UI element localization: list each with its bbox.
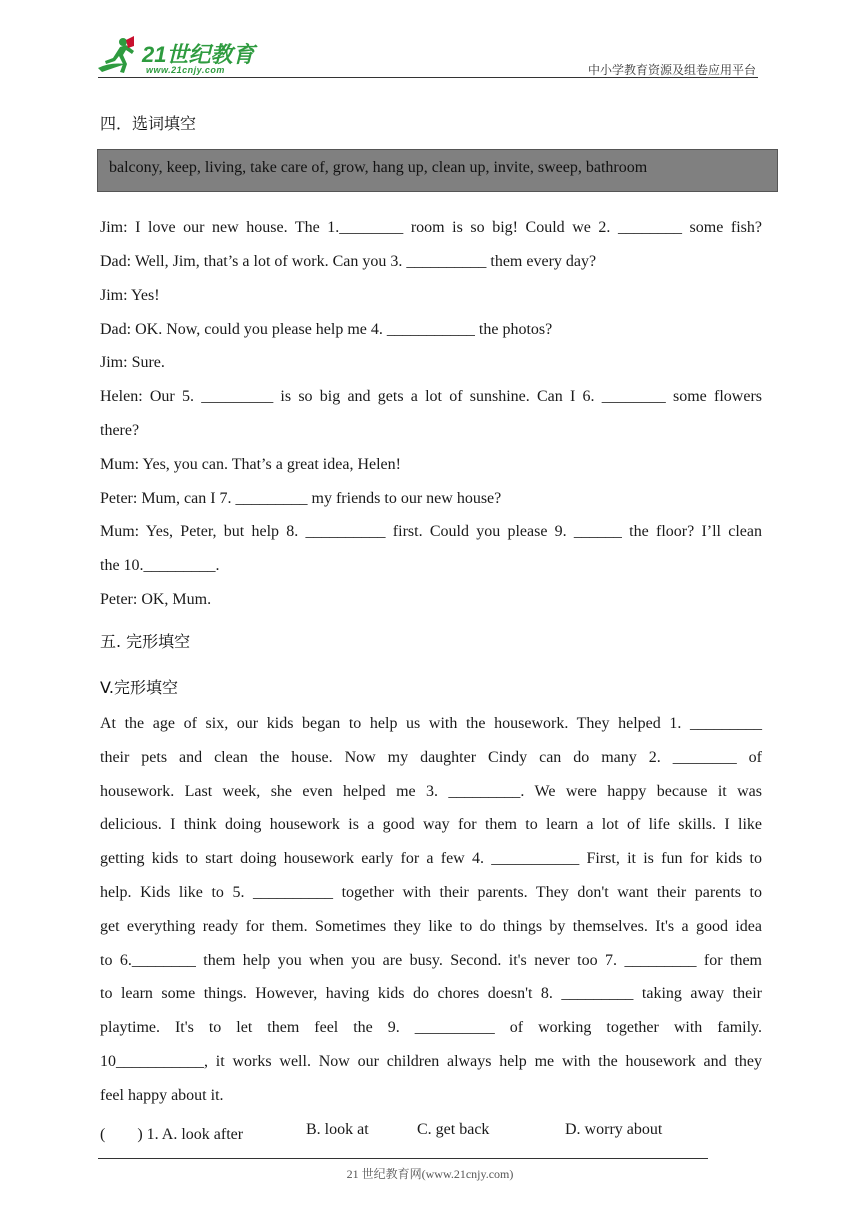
footer-divider xyxy=(98,1158,708,1159)
logo-text: 21世纪教育 xyxy=(142,42,255,67)
section-4-title: 四．选词填空 xyxy=(100,114,197,133)
dialogue-line: Mum: Yes, Peter, but help 8. __________ first. Could you please 9. ______ the floor? I’ll clean xyxy=(100,523,762,540)
passage-line: playtime. It's to let them feel the 9. __________ of working together with family. xyxy=(100,1019,762,1036)
option-b: B. look at xyxy=(306,1121,369,1138)
dialogue-line: Peter: OK, Mum. xyxy=(100,591,212,608)
dialogue-line: there? xyxy=(100,422,140,439)
word-bank-text: balcony, keep, living, take care of, grow, hang up, clean up, invite, sweep, bathroom xyxy=(109,159,648,176)
passage-line: to 6.________ them help you when you are busy. Second. it's never too 7. _________ for them xyxy=(100,952,762,969)
dialogue-line: Jim: I love our new house. The 1.________ room is so big! Could we 2. ________ some fish? xyxy=(100,219,762,236)
footer-text: 21 世纪教育网(www.21cnjy.com) xyxy=(346,1167,514,1181)
passage-line: delicious. I think doing housework is a good way for them to learn a lot of life skills. I like xyxy=(100,816,762,833)
runner-logo-icon xyxy=(96,34,140,78)
header-divider xyxy=(98,77,758,78)
dialogue-line: Peter: Mum, can I 7. _________ my friends to our new house? xyxy=(100,490,502,507)
option-c: C. get back xyxy=(417,1121,490,1138)
section-5-title: 五. 完形填空 xyxy=(100,632,191,651)
dialogue-line: Dad: Well, Jim, that’s a lot of work. Can you 3. __________ them every day? xyxy=(100,253,597,270)
dialogue-line: Jim: Yes! xyxy=(100,287,160,304)
platform-name: 中小学教育资源及组卷应用平台 xyxy=(587,63,756,77)
site-logo xyxy=(96,34,261,78)
passage-line: getting kids to start doing housework early for a few 4. ___________ First, it is fun for kids to xyxy=(100,850,762,867)
dialogue-line: Helen: Our 5. _________ is so big and gets a lot of sunshine. Can I 6. ________ some flowers xyxy=(100,388,762,405)
question-1-stem-option-a: ( ) 1. A. look after xyxy=(100,1126,244,1143)
passage-line: get everything ready for them. Sometimes they like to do things by themselves. It's a good idea xyxy=(100,918,762,935)
word-bank-box xyxy=(97,149,778,192)
passage-line: feel happy about it. xyxy=(100,1087,224,1104)
dialogue-line: Dad: OK. Now, could you please help me 4. ___________ the photos? xyxy=(100,321,553,338)
dialogue-line: the 10._________. xyxy=(100,557,220,574)
dialogue-line: Jim: Sure. xyxy=(100,354,165,371)
passage-line: 10___________, it works well. Now our children always help me with the housework and they xyxy=(100,1053,762,1070)
logo-url: www.21cnjy.com xyxy=(146,65,225,75)
section-5-subtitle: V.完形填空 xyxy=(100,678,178,697)
dialogue-line: Mum: Yes, you can. That’s a great idea, Helen! xyxy=(100,456,401,473)
passage-line: At the age of six, our kids began to help us with the housework. They helped 1. _________ xyxy=(100,715,762,732)
passage-line: help. Kids like to 5. __________ together with their parents. They don't want their parents to xyxy=(100,884,762,901)
passage-line: to learn some things. However, having kids do chores doesn't 8. _________ taking away their xyxy=(100,985,762,1002)
option-d: D. worry about xyxy=(565,1121,663,1138)
passage-line: housework. Last week, she even helped me 3. _________. We were happy because it was xyxy=(100,783,762,800)
page-header xyxy=(0,0,860,80)
passage-line: their pets and clean the house. Now my daughter Cindy can do many 2. ________ of xyxy=(100,749,762,766)
